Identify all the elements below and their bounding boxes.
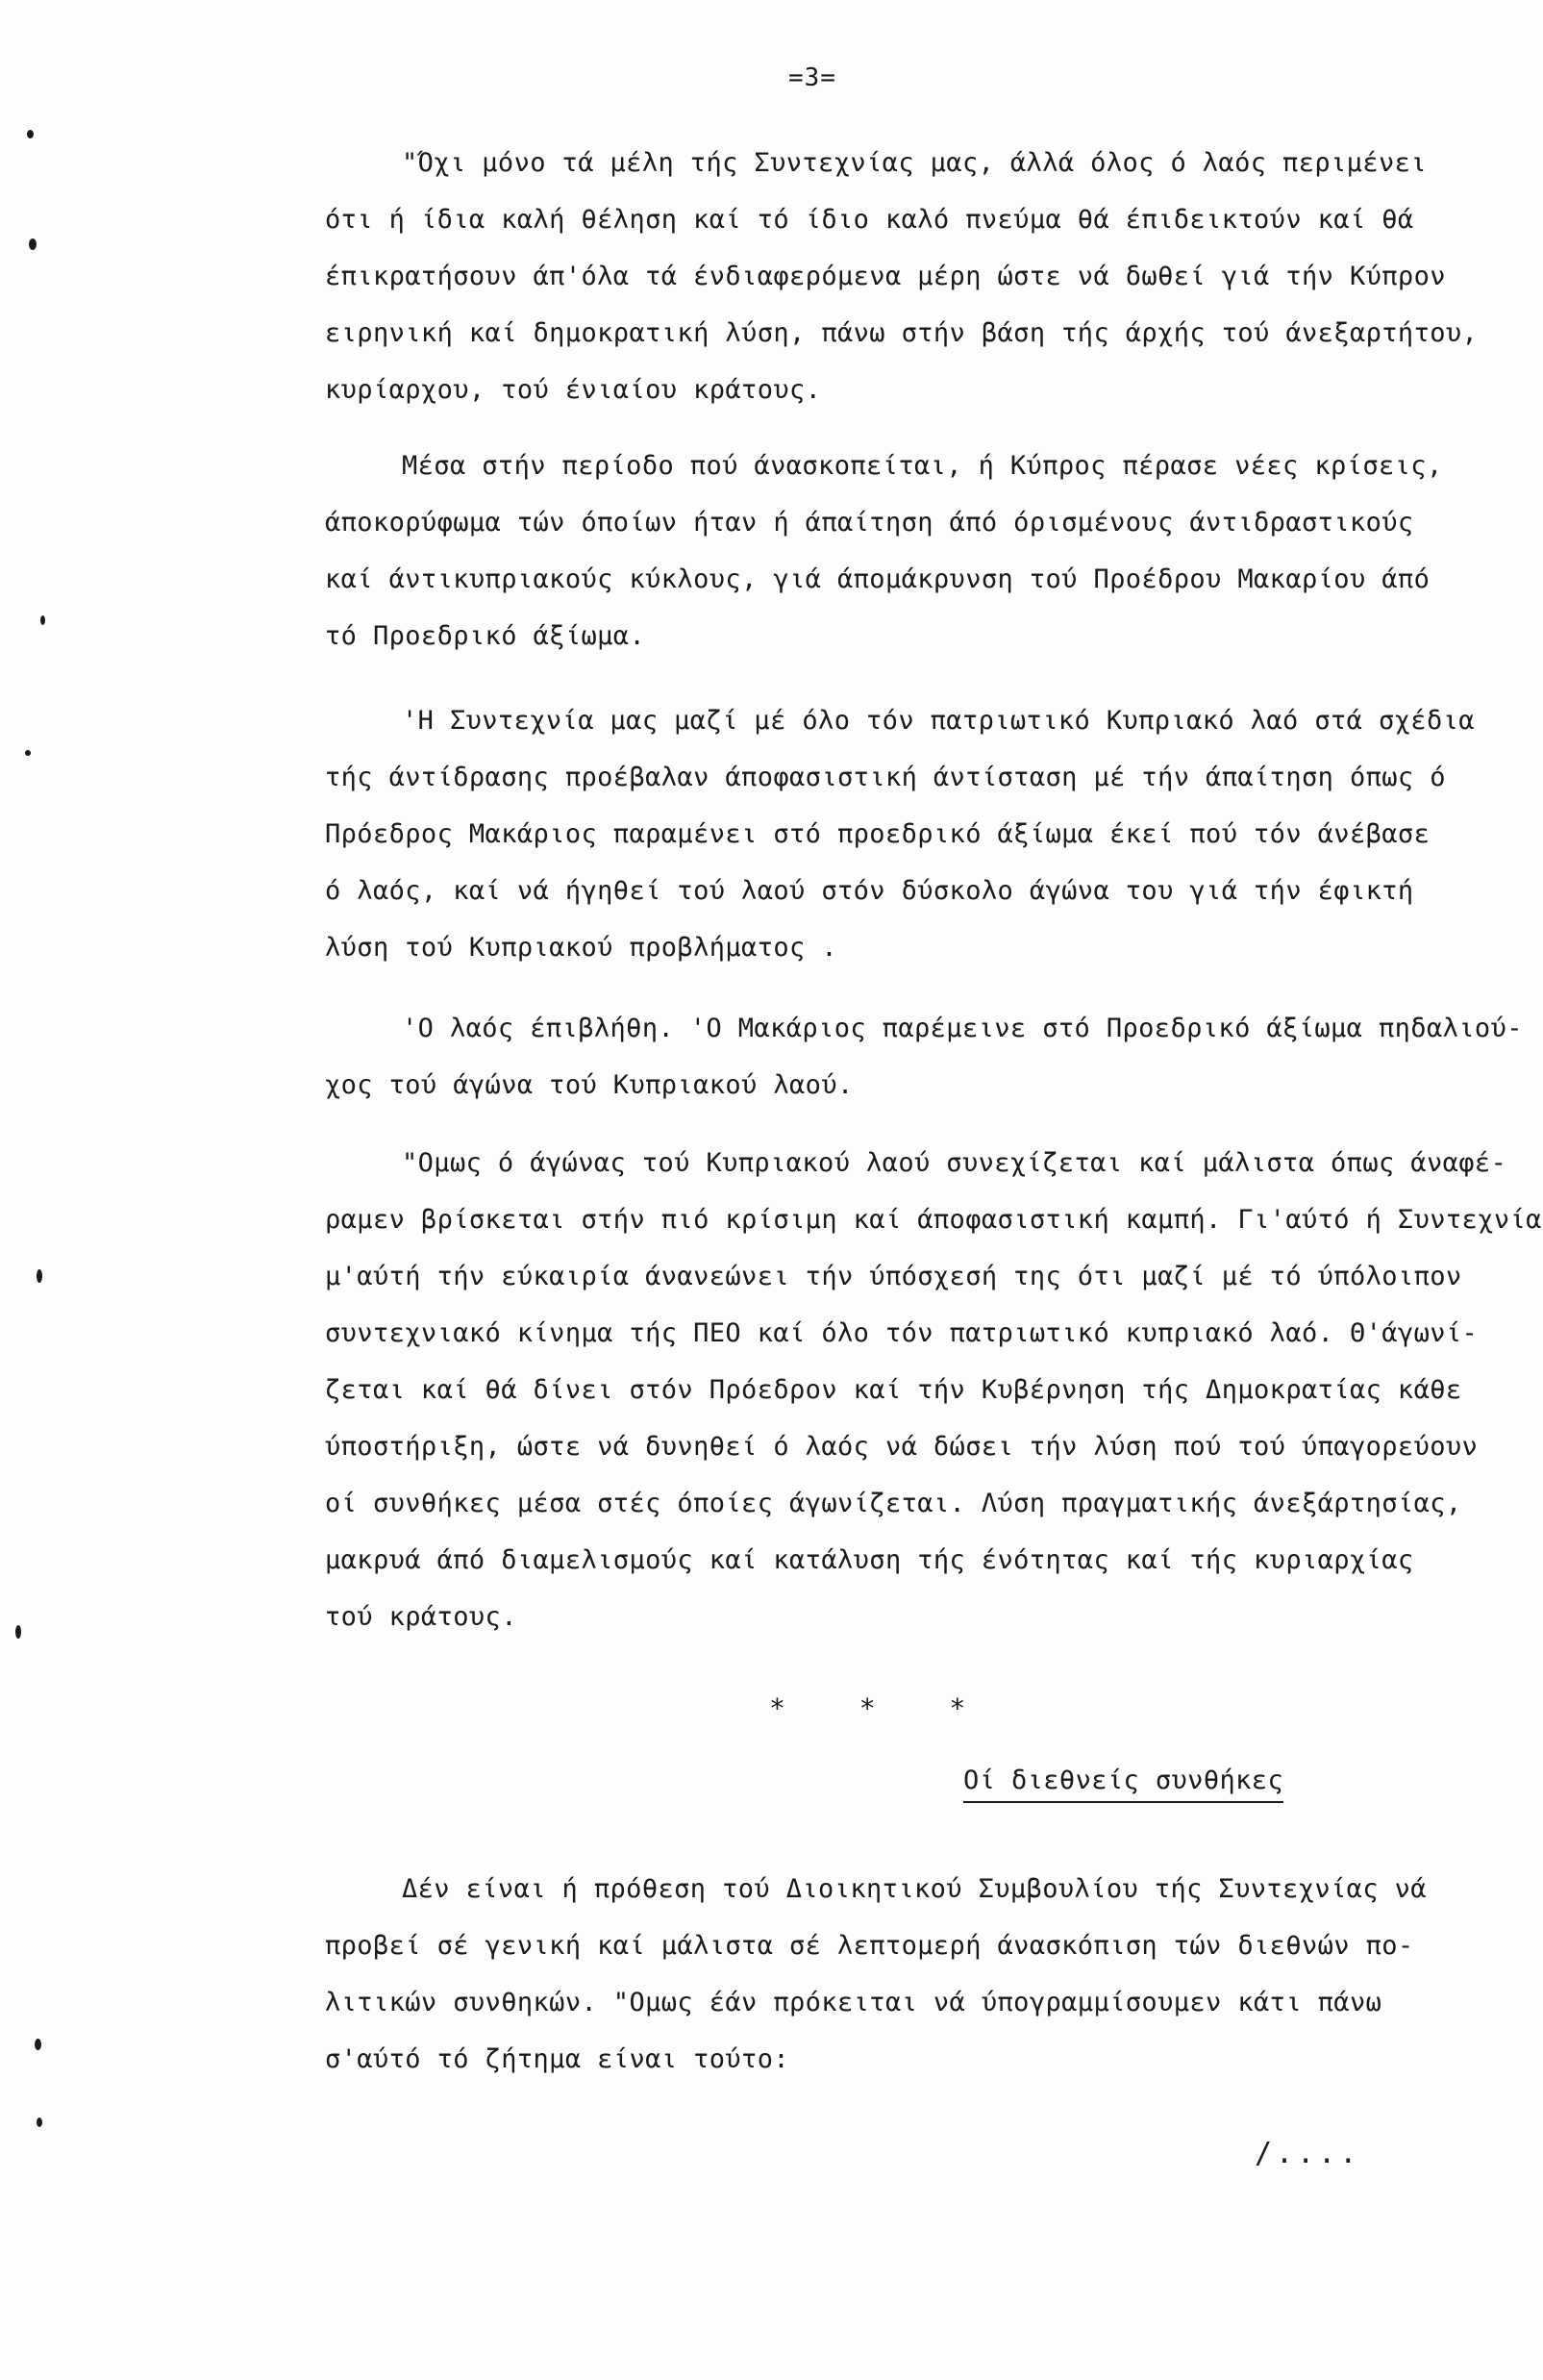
text-line: ότι ή ίδια καλή θέληση καί τό ίδιο καλό πνεύμα θά έπιδεικτούν καί θά (325, 205, 1414, 235)
text-line: ζεται καί θά δίνει στόν Πρόεδρον καί τήν Κυβέρνηση τής Δημοκρατίας κάθε (325, 1375, 1462, 1405)
text-line: χος τού άγώνα τού Κυπριακού λαού. (325, 1070, 854, 1100)
text-line: τό Προεδρικό άξίωμα. (325, 621, 646, 651)
text-line: άποκορύφωμα τών όποίων ήταν ή άπαίτηση άπό όρισμένους άντιδραστικούς (325, 508, 1414, 538)
text-line: ύποστήριξη, ώστε νά δυνηθεί ό λαός νά δώσει τήν λύση πού τού ύπαγορεύουν (325, 1432, 1479, 1462)
text-line: Μέσα στήν περίοδο πού άνασκοπείται, ή Κύπρος πέρασε νέες κρίσεις, (402, 451, 1443, 481)
text-line: μ'αύτή τήν εύκαιρία άνανεώνει τήν ύπόσχεσή της ότι μαζί μέ τό ύπόλοιπον (325, 1262, 1462, 1291)
scan-speck (15, 1625, 21, 1639)
text-line: σ'αύτό τό ζήτημα είναι τούτο: (325, 2044, 790, 2074)
scan-speck (27, 130, 34, 138)
scan-speck (37, 2117, 42, 2127)
text-line: λιτικών συνθηκών. "Ομως έάν πρόκειται νά ύπογραμμίσουμεν κάτι πάνω (325, 1988, 1382, 2017)
text-line: Δέν είναι ή πρόθεση τού Διοικητικού Συμβουλίου τής Συντεχνίας νά (402, 1874, 1427, 1904)
text-line: οί συνθήκες μέσα στές όποίες άγωνίζεται. Λύση πραγματικής άνεξάρτησίας, (325, 1489, 1462, 1518)
text-line: μακρυά άπό διαμελισμούς καί κατάλυση τής ένότητας καί τής κυριαρχίας (325, 1545, 1414, 1575)
page-number: =3= (788, 63, 836, 92)
paragraph (325, 1861, 1527, 2088)
text-line: 'Ο λαός έπιβλήθη. 'Ο Μακάριος παρέμεινε στό Προεδρικό άξίωμα πηδαλιού- (402, 1014, 1523, 1043)
text-line: τής άντίδρασης προέβαλαν άποφασιστική άντίσταση μέ τήν άπαίτηση όπως ό (325, 763, 1446, 792)
text-line: καί άντικυπριακούς κύκλους, γιά άπομάκρυνση τού Προέδρου Μακαρίου άπό (325, 564, 1431, 594)
text-line: προβεί σέ γενική καί μάλιστα σέ λεπτομερή άνασκόπιση τών διεθνών πο- (325, 1931, 1414, 1961)
text-line: "Όχι μόνο τά μέλη τής Συντεχνίας μας, άλλά όλος ό λαός περιμένει (402, 148, 1427, 178)
scan-speck (29, 238, 37, 250)
continuation-mark: /.... (1255, 2137, 1361, 2170)
text-line: ειρηνική καί δημοκρατική λύση, πάνω στήν βάση τής άρχής τού άνεξαρτήτου, (325, 318, 1479, 348)
paragraph (325, 1000, 1527, 1114)
text-line: 'Η Συντεχνία μας μαζί μέ όλο τόν πατριωτικό Κυπριακό λαό στά σχέδια (402, 706, 1475, 736)
paragraph (325, 438, 1527, 664)
text-line: συντεχνιακό κίνημα τής ΠΕΟ καί όλο τόν πατριωτικό κυπριακό λαό. Θ'άγωνί- (325, 1318, 1479, 1348)
scan-speck (40, 615, 45, 625)
text-line: τού κράτους. (325, 1602, 517, 1632)
text-line: λύση τού Κυπριακού προβλήματος . (325, 933, 837, 963)
paragraph (325, 1135, 1542, 1645)
paragraph (325, 692, 1527, 976)
section-heading: Οί διεθνείς συνθήκες (963, 1766, 1283, 1803)
text-line: κυρίαρχου, τού ένιαίου κράτους. (325, 375, 822, 405)
text-line: ραμεν βρίσκεται στήν πιό κρίσιμη καί άποφασιστική καμπή. Γι'αύτό ή Συντεχνία (325, 1205, 1542, 1235)
text-line: ό λαός, καί νά ήγηθεί τού λαού στόν δύσκολο άγώνα του γιά τήν έφικτή (325, 876, 1414, 906)
text-line: "Ομως ό άγώνας τού Κυπριακού λαού συνεχίζεται καί μάλιστα όπως άναφέ- (402, 1148, 1507, 1178)
scan-speck (25, 750, 31, 756)
scan-speck (37, 1269, 42, 1283)
text-line: Πρόεδρος Μακάριος παραμένει στό προεδρικό άξίωμα έκεί πού τόν άνέβασε (325, 819, 1431, 849)
text-line: έπικρατήσουν άπ'όλα τά ένδιαφερόμενα μέρη ώστε νά δωθεί γιά τήν Κύπρον (325, 262, 1446, 291)
paragraph (325, 135, 1527, 418)
scan-speck (35, 2039, 41, 2050)
section-separator: * * * (769, 1692, 995, 1724)
